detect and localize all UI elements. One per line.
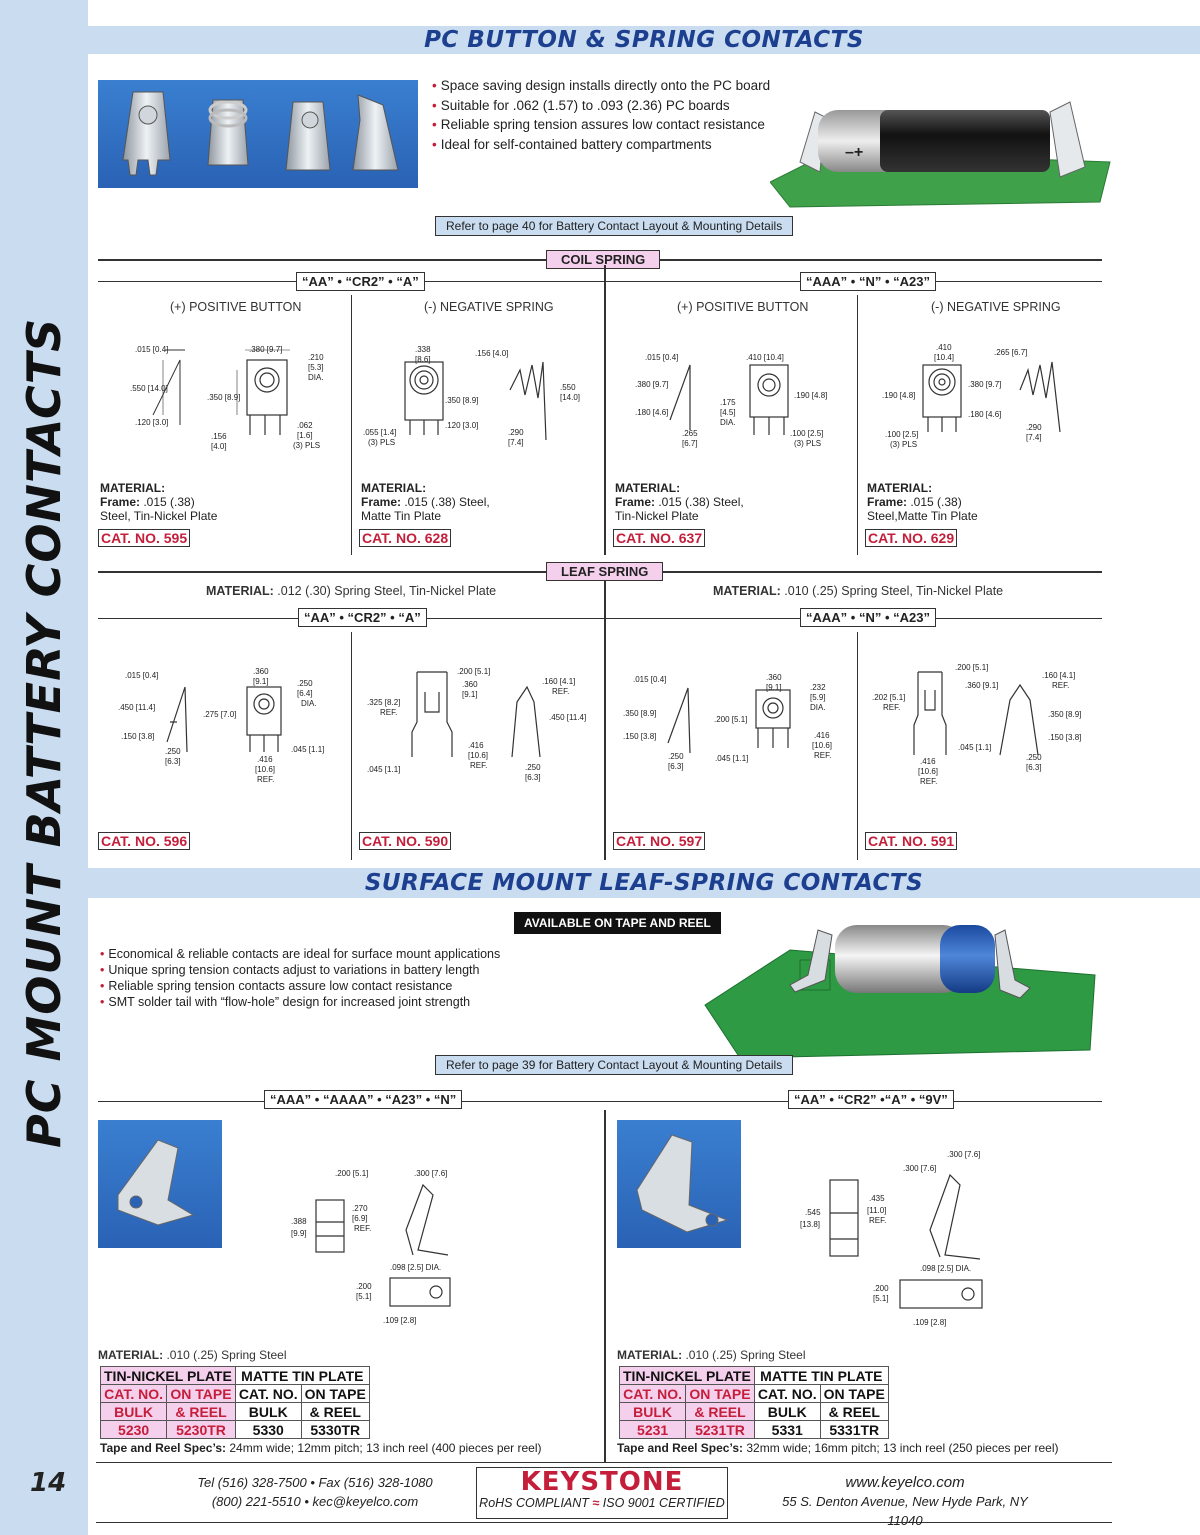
coil-divider-left: [351, 295, 352, 555]
dim-label: .410 [10.4]: [746, 353, 784, 362]
material-value: .012 (.30) Spring Steel, Tin-Nickel Plate: [273, 584, 497, 598]
dim-label: REF.: [552, 687, 570, 696]
dim-label: DIA.: [301, 699, 317, 708]
col-reel: & REEL: [167, 1403, 236, 1421]
section2-band: [88, 868, 1200, 898]
dim-label: [10.4]: [934, 353, 955, 362]
drawing-590: [362, 662, 597, 787]
dim-label: [9.1]: [462, 690, 478, 699]
dim-label: [4.5]: [720, 408, 736, 417]
material-label: MATERIAL:: [867, 481, 933, 495]
frame-label: Frame:: [867, 495, 908, 509]
col-bulk: BULK: [620, 1403, 686, 1421]
dim-label: .190 [4.8]: [882, 391, 916, 400]
footer-email: kec@keyelco.com: [312, 1494, 419, 1509]
dim-label: REF.: [814, 751, 832, 760]
leaf-group-right: “AAA” • “N” • “A23”: [800, 608, 936, 627]
cat-5230tr: 5230TR: [167, 1421, 236, 1439]
dim-label: .360 [9.1]: [965, 681, 999, 690]
dim-label: REF.: [380, 708, 398, 717]
drawing-591: [870, 660, 1100, 785]
col-cat-no: CAT. NO.: [754, 1385, 820, 1403]
subhead-negative-spring-1: (-) NEGATIVE SPRING: [424, 300, 554, 314]
material-637: [615, 481, 744, 523]
subhead-positive-button-2: (+) POSITIVE BUTTON: [677, 300, 809, 314]
dim-label: .120 [3.0]: [135, 418, 169, 427]
dim-label: .200 [5.1]: [335, 1169, 369, 1178]
dim-label: .250: [1026, 753, 1042, 762]
material-label: MATERIAL:: [361, 481, 427, 495]
bullet-text: Ideal for self-contained battery compartments: [440, 136, 712, 152]
leaf-material-right: [713, 584, 1003, 598]
dim-label: .200 [5.1]: [457, 667, 491, 676]
dim-label: .160 [4.1]: [542, 677, 576, 686]
leaf-spring-label: LEAF SPRING: [546, 562, 663, 581]
dim-label: [6.3]: [165, 757, 181, 766]
leaf-divider-left: [351, 632, 352, 860]
dim-label: (3) PLS: [794, 439, 822, 448]
section2-bullets: [100, 946, 500, 1010]
tilde-icon: ≈: [592, 1496, 600, 1510]
battery-pcb-graphic: [770, 92, 1120, 212]
dim-label: .265: [682, 429, 698, 438]
section1-band: [88, 26, 1200, 54]
dim-label: .300 [7.6]: [947, 1150, 981, 1159]
dim-label: DIA.: [308, 373, 324, 382]
col-bulk: BULK: [235, 1403, 301, 1421]
col-reel: & REEL: [820, 1403, 888, 1421]
dim-label: .380 [9.7]: [249, 345, 283, 354]
head-matte-tin: MATTE TIN PLATE: [235, 1367, 369, 1385]
subhead-positive-button-1: (+) POSITIVE BUTTON: [170, 300, 302, 314]
bullet-item: [432, 96, 770, 116]
dim-label: .380 [9.7]: [635, 380, 669, 389]
spec-label: Tape and Reel Spec’s:: [100, 1441, 227, 1455]
cat-no-628: CAT. NO. 628: [359, 529, 451, 547]
dim-label: [10.6]: [812, 741, 833, 750]
smt-group-right: “AA” • “CR2” •“A” • “9V”: [788, 1090, 954, 1109]
refer-box-2: Refer to page 39 for Battery Contact Layout & Mounting Details: [435, 1055, 793, 1075]
material-label: MATERIAL:: [617, 1348, 683, 1362]
footer-contact: Tel (516) 328-7500 • Fax (516) 328-1080 (800) 221-5510 • kec@keyelco.com: [197, 1475, 433, 1509]
footer-phone: (800) 221-5510: [211, 1494, 301, 1509]
smt-right-spec-table: [619, 1366, 889, 1439]
material-629: [867, 481, 978, 523]
dim-label: [5.1]: [356, 1292, 372, 1301]
dim-label: .200 [5.1]: [714, 715, 748, 724]
dim-label: .062: [297, 421, 313, 430]
cat-no-629: CAT. NO. 629: [865, 529, 957, 547]
smt-right-material: [617, 1348, 806, 1362]
dim-label: .015 [0.4]: [135, 345, 169, 354]
bullet-item: [432, 76, 770, 96]
dim-label: .100 [2.5]: [790, 429, 824, 438]
dim-label: REF.: [869, 1216, 887, 1225]
col-cat-no: CAT. NO.: [620, 1385, 686, 1403]
frame-value: .015 (.38): [140, 495, 195, 509]
dim-label: .100 [2.5]: [885, 430, 919, 439]
dim-label: [14.0]: [560, 393, 581, 402]
dim-label: [13.8]: [800, 1220, 821, 1229]
dim-label: .350 [8.9]: [1048, 710, 1082, 719]
dim-label: .200 [5.1]: [955, 663, 989, 672]
material-628: [361, 481, 490, 523]
dim-label: .250: [297, 679, 313, 688]
dim-label: .416: [814, 731, 830, 740]
dim-label: .290: [508, 428, 524, 437]
drawing-629: [880, 340, 1100, 455]
dim-label: .120 [3.0]: [445, 421, 479, 430]
dim-label: [6.4]: [297, 689, 313, 698]
svg-text:–+: –+: [845, 144, 864, 161]
smt-left-spec-table: [100, 1366, 370, 1439]
finish-value: Steel,Matte Tin Plate: [867, 509, 978, 523]
dim-label: .150 [3.8]: [623, 732, 657, 741]
dim-label: REF.: [1052, 681, 1070, 690]
section1-bullets: [432, 76, 770, 154]
keystone-logo-box: [476, 1467, 728, 1519]
dim-label: .435: [869, 1194, 885, 1203]
coil-group-line: [98, 281, 1102, 282]
dim-label: REF.: [920, 777, 938, 785]
col-on-tape: ON TAPE: [686, 1385, 755, 1403]
dim-label: REF.: [354, 1224, 372, 1233]
smt-left-tape-spec: [100, 1441, 542, 1455]
frame-label: Frame:: [615, 495, 656, 509]
smt-left-material: [98, 1348, 287, 1362]
cat-no-595: CAT. NO. 595: [98, 529, 190, 547]
col-on-tape: ON TAPE: [820, 1385, 888, 1403]
head-tin-nickel: TIN-NICKEL PLATE: [101, 1367, 236, 1385]
section2-title: SURFACE MOUNT LEAF-SPRING CONTACTS: [364, 870, 924, 896]
col-cat-no: CAT. NO.: [101, 1385, 167, 1403]
dim-label: [5.1]: [873, 1294, 889, 1303]
cat-5330: 5330: [235, 1421, 301, 1439]
material-value: .010 (.25) Spring Steel: [682, 1348, 806, 1362]
footer-address: 55 S. Denton Avenue, New Hyde Park, NY 11040: [782, 1494, 1028, 1528]
smt-group-left: “AAA” • “AAAA” • “A23” • “N”: [264, 1090, 462, 1109]
product-photo: [98, 80, 418, 188]
dim-label: .232: [810, 683, 826, 692]
dim-label: (3) PLS: [293, 441, 321, 450]
dim-label: .202 [5.1]: [872, 693, 906, 702]
drawing-595: [125, 340, 345, 455]
dim-label: [9.1]: [253, 677, 269, 686]
footer-web-address: [770, 1473, 1040, 1530]
bullet-item: [432, 135, 770, 155]
dim-label: [6.9]: [352, 1214, 368, 1223]
subhead-negative-spring-2: (-) NEGATIVE SPRING: [931, 300, 1061, 314]
leaf-group-line: [98, 618, 1102, 619]
dim-label: [10.6]: [918, 767, 939, 776]
dim-label: [9.9]: [291, 1229, 307, 1238]
dim-label: .098 [2.5] DIA.: [390, 1263, 442, 1272]
drawing-637: [630, 345, 850, 455]
spec-label: Tape and Reel Spec’s:: [617, 1441, 744, 1455]
dim-label: .015 [0.4]: [125, 671, 159, 680]
dim-label: DIA.: [720, 418, 736, 427]
dim-label: [4.0]: [211, 442, 227, 451]
head-matte-tin: MATTE TIN PLATE: [754, 1367, 888, 1385]
dim-label: .250: [165, 747, 181, 756]
footer-fax: Fax (516) 328-1080: [318, 1475, 433, 1490]
dim-label: .045 [1.1]: [958, 743, 992, 752]
dim-label: (3) PLS: [890, 440, 918, 449]
col-reel: & REEL: [301, 1403, 369, 1421]
dim-label: [10.6]: [468, 751, 489, 760]
dim-label: .325 [8.2]: [367, 698, 401, 707]
dim-label: .150 [3.8]: [121, 732, 155, 741]
col-bulk: BULK: [754, 1403, 820, 1421]
dim-label: .190 [4.8]: [794, 391, 828, 400]
material-label: MATERIAL:: [713, 584, 781, 598]
cat-5230: 5230: [101, 1421, 167, 1439]
drawing-smt-right: [795, 1145, 1015, 1330]
dim-label: (3) PLS: [368, 438, 396, 447]
rohs-text: RoHS COMPLIANT: [479, 1496, 589, 1510]
dim-label: .156 [4.0]: [475, 349, 509, 358]
dim-label: .270: [352, 1204, 368, 1213]
dim-label: .175: [720, 398, 736, 407]
dim-label: [1.6]: [297, 431, 313, 440]
dim-label: [6.3]: [668, 762, 684, 771]
dim-label: .416: [920, 757, 936, 766]
smt-right-tape-spec: [617, 1441, 1059, 1455]
dim-label: .180 [4.6]: [635, 408, 669, 417]
dim-label: .200: [356, 1282, 372, 1291]
cat-5231: 5231: [620, 1421, 686, 1439]
dim-label: [8.6]: [415, 355, 431, 364]
col-on-tape: ON TAPE: [167, 1385, 236, 1403]
material-label: MATERIAL:: [615, 481, 681, 495]
dim-label: .109 [2.8]: [383, 1316, 417, 1325]
dim-label: [7.4]: [1026, 433, 1042, 442]
coil-divider-right: [857, 295, 858, 555]
refer-box-1: Refer to page 40 for Battery Contact Layout & Mounting Details: [435, 216, 793, 236]
dim-label: .450 [11.4]: [118, 703, 156, 712]
leaf-group-left: “AA” • “CR2” • “A”: [298, 608, 427, 627]
dim-label: .350 [8.9]: [207, 393, 241, 402]
iso-text: ISO 9001 CERTIFIED: [602, 1496, 725, 1510]
material-label: MATERIAL:: [98, 1348, 164, 1362]
frame-value: .015 (.38) Steel,: [655, 495, 744, 509]
dim-label: .015 [0.4]: [633, 675, 667, 684]
bullet-item: [100, 994, 500, 1010]
material-value: .010 (.25) Spring Steel, Tin-Nickel Plate: [780, 584, 1004, 598]
dim-label: .300 [7.6]: [903, 1164, 937, 1173]
dim-label: DIA.: [810, 703, 826, 712]
col-bulk: BULK: [101, 1403, 167, 1421]
material-595: [100, 481, 217, 523]
dim-label: .045 [1.1]: [367, 765, 401, 774]
frame-value: .015 (.38): [907, 495, 962, 509]
bullet-text: Economical & reliable contacts are ideal for surface mount applications: [108, 947, 501, 961]
finish-value: Steel, Tin-Nickel Plate: [100, 509, 218, 523]
drawing-597: [618, 668, 848, 778]
spec-value: 32mm wide; 16mm pitch; 13 inch reel (250 pieces per reel): [743, 1441, 1059, 1455]
dim-label: .360: [766, 673, 782, 682]
footer-tel: Tel (516) 328-7500: [197, 1475, 307, 1490]
dim-label: .098 [2.5] DIA.: [920, 1264, 972, 1273]
finish-value: Matte Tin Plate: [361, 509, 442, 523]
dim-label: REF.: [883, 703, 901, 712]
dim-label: [6.3]: [525, 773, 541, 782]
bullet-text: Suitable for .062 (1.57) to .093 (2.36) PC boards: [440, 97, 730, 113]
bullet-text: Space saving design installs directly onto the PC board: [440, 78, 771, 93]
section1-title: PC BUTTON & SPRING CONTACTS: [424, 27, 864, 53]
dim-label: REF.: [470, 761, 488, 770]
spec-value: 24mm wide; 12mm pitch; 13 inch reel (400 pieces per reel): [226, 1441, 542, 1455]
smt-center-divider: [604, 1110, 606, 1462]
frame-label: Frame:: [100, 495, 141, 509]
bullet-text: Reliable spring tension contacts assure low contact resistance: [108, 979, 453, 993]
bullet-text: Unique spring tension contacts adjust to variations in battery length: [108, 963, 480, 977]
bullet-item: [100, 946, 500, 962]
bullet-text: Reliable spring tension assures low contact resistance: [440, 117, 765, 132]
contacts-photo-illustration: [98, 80, 418, 188]
leaf-material-left: [206, 584, 496, 598]
dim-label: .410: [936, 343, 952, 352]
dim-label: .150 [3.8]: [1048, 733, 1082, 742]
dim-label: .388: [291, 1217, 307, 1226]
dim-label: .300 [7.6]: [414, 1169, 448, 1178]
bullet-item: [432, 115, 770, 135]
dim-label: .210: [308, 353, 324, 362]
cat-no-597: CAT. NO. 597: [613, 832, 705, 850]
keystone-logo: KEYSTONE: [520, 1467, 684, 1497]
dim-label: .350 [8.9]: [623, 709, 657, 718]
drawing-596: [115, 662, 345, 787]
col-on-tape: ON TAPE: [301, 1385, 369, 1403]
material-label: MATERIAL:: [206, 584, 274, 598]
col-reel: & REEL: [686, 1403, 755, 1421]
cat-5331: 5331: [754, 1421, 820, 1439]
cat-no-591: CAT. NO. 591: [865, 832, 957, 850]
coil-spring-label: COIL SPRING: [546, 250, 660, 269]
dim-label: .416: [468, 741, 484, 750]
dim-label: [9.1]: [766, 683, 782, 692]
dim-label: .290: [1026, 423, 1042, 432]
smt-battery-graphic: [700, 920, 1100, 1060]
dim-label: .550: [560, 383, 576, 392]
logo-certifications: [477, 1496, 727, 1510]
coil-group-left: “AA” • “CR2” • “A”: [296, 272, 425, 291]
head-tin-nickel: TIN-NICKEL PLATE: [620, 1367, 755, 1385]
cat-no-590: CAT. NO. 590: [359, 832, 451, 850]
dim-label: [6.7]: [682, 439, 698, 448]
drawing-smt-left: [288, 1160, 488, 1330]
dim-label: REF.: [257, 775, 275, 784]
material-label: MATERIAL:: [100, 481, 166, 495]
dim-label: [10.6]: [255, 765, 276, 774]
dim-label: .360: [462, 680, 478, 689]
dim-label: .160 [4.1]: [1042, 671, 1076, 680]
dim-label: .200: [873, 1284, 889, 1293]
dim-label: .250: [525, 763, 541, 772]
frame-label: Frame:: [361, 495, 402, 509]
dim-label: .338: [415, 345, 431, 354]
dim-label: [5.9]: [810, 693, 826, 702]
bullet-item: [100, 978, 500, 994]
cat-5330tr: 5330TR: [301, 1421, 369, 1439]
cat-5231tr: 5231TR: [686, 1421, 755, 1439]
dim-label: .416: [257, 755, 273, 764]
dim-label: .045 [1.1]: [291, 745, 325, 754]
dim-label: [11.0]: [867, 1206, 887, 1215]
material-value: .010 (.25) Spring Steel: [163, 1348, 287, 1362]
dim-label: .109 [2.8]: [913, 1318, 947, 1327]
col-cat-no: CAT. NO.: [235, 1385, 301, 1403]
footer-top-rule: [96, 1462, 1112, 1463]
battery-pcb-illustration: [770, 92, 1120, 212]
dim-label: [6.3]: [1026, 763, 1042, 772]
dim-label: .250: [668, 752, 684, 761]
dim-label: .450 [11.4]: [549, 713, 587, 722]
dim-label: .350 [8.9]: [445, 396, 479, 405]
dim-label: .265 [6.7]: [994, 348, 1028, 357]
dim-label: .055 [1.4]: [363, 428, 397, 437]
dim-label: .545: [805, 1208, 821, 1217]
dim-label: .156: [211, 432, 227, 441]
dim-label: .380 [9.7]: [968, 380, 1002, 389]
footer-web[interactable]: www.keyelco.com: [845, 1474, 965, 1491]
frame-value: .015 (.38) Steel,: [401, 495, 490, 509]
dim-label: .045 [1.1]: [715, 754, 749, 763]
dim-label: [7.4]: [508, 438, 524, 447]
bullet-text: SMT solder tail with “flow-hole” design for increased joint strength: [108, 995, 471, 1009]
page-number: 14: [30, 1468, 67, 1498]
drawing-628: [360, 340, 590, 455]
coil-center-divider: [604, 265, 606, 555]
dim-label: .550 [14.0]: [130, 384, 168, 393]
cat-no-596: CAT. NO. 596: [98, 832, 190, 850]
dim-label: .275 [7.0]: [203, 710, 237, 719]
leaf-center-divider: [604, 580, 606, 860]
sidebar-title: PC MOUNT BATTERY CONTACTS: [17, 317, 71, 1148]
coil-group-right: “AAA” • “N” • “A23”: [800, 272, 936, 291]
tape-reel-banner: AVAILABLE ON TAPE AND REEL: [514, 912, 721, 934]
smt-photo-right: [617, 1120, 741, 1248]
smt-battery-illustration: [700, 920, 1100, 1060]
cat-no-637: CAT. NO. 637: [613, 529, 705, 547]
smt-photo-left: [98, 1120, 222, 1248]
smt-contact-right-graphic: [617, 1120, 741, 1248]
dim-label: [5.3]: [308, 363, 324, 372]
dim-label: .360: [253, 667, 269, 676]
dim-label: .180 [4.6]: [968, 410, 1002, 419]
finish-value: Tin-Nickel Plate: [615, 509, 699, 523]
leaf-divider-right: [857, 632, 858, 860]
cat-5331tr: 5331TR: [820, 1421, 888, 1439]
dim-label: .015 [0.4]: [645, 353, 679, 362]
smt-contact-left-graphic: [98, 1120, 222, 1248]
bullet-item: [100, 962, 500, 978]
